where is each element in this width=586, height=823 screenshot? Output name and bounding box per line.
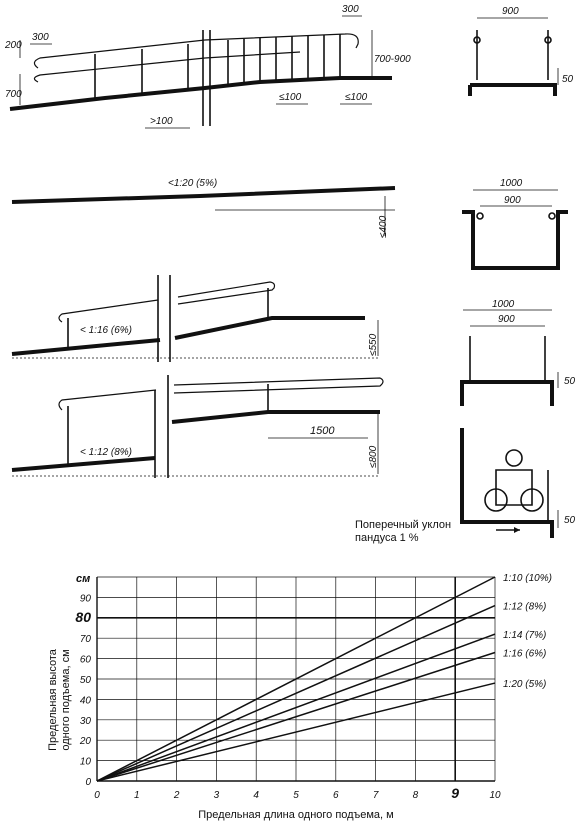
slope-8pct-label: < 1:12 (8%) (80, 447, 132, 458)
x-tick-label-9: 9 (451, 785, 460, 801)
y-tick-label-70: 70 (79, 634, 91, 646)
y-tick-label-0: 0 (85, 777, 91, 788)
person-body (496, 470, 532, 505)
y-tick-label-50: 50 (79, 675, 91, 686)
x-axis-title: Предельная длина одного подъема, м (198, 809, 394, 821)
x-tick-label-7: 7 (372, 790, 379, 801)
y-tick-label-90: 90 (79, 593, 91, 605)
ramp-elevation-drawing (4, 4, 411, 128)
dim-700: 700 (5, 89, 22, 100)
x-tick-label-4: 4 (253, 790, 259, 801)
dim-700-900: 700-900 (374, 54, 411, 65)
y-axis-title-line2: одного подъема, см (60, 649, 72, 751)
landing-1500-label: 1500 (310, 425, 335, 437)
section-view-top (470, 6, 574, 96)
y-tick-label-40: 40 (79, 695, 91, 707)
cross-slope-caption-line2: пандуса 1 % (355, 532, 419, 544)
section-view-box (462, 178, 568, 268)
y-axis-unit: см (76, 573, 91, 585)
y-tick-label-20: 20 (79, 736, 91, 748)
dim-900-box: 900 (504, 195, 521, 206)
dim-le-100-b: ≤100 (345, 92, 368, 103)
chart-x-tick-labels (94, 785, 501, 801)
x-tick-label-8: 8 (412, 790, 419, 801)
ramp-6pct-drawing (12, 275, 380, 362)
dim-le-100-a: ≤100 (279, 92, 302, 103)
x-tick-label-3: 3 (213, 790, 220, 801)
rise-550-label: ≤550 (368, 333, 379, 356)
dim-300-right: 300 (342, 4, 359, 15)
series-label-2: 1:12 (8%) (503, 601, 547, 613)
chart-y-tick-labels (75, 593, 91, 788)
x-tick-label-6: 6 (333, 790, 339, 801)
rise-800-label: ≤800 (368, 445, 379, 468)
dim-900-open: 900 (498, 314, 515, 325)
dim-200: 200 (5, 40, 22, 51)
slope-6pct-label: < 1:16 (6%) (80, 325, 132, 336)
x-tick-label-5: 5 (293, 790, 299, 801)
y-tick-label-10: 10 (79, 756, 91, 768)
wheelchair-section (355, 428, 576, 544)
dim-300-left: 300 (32, 32, 49, 43)
y-tick-label-80: 80 (75, 608, 91, 625)
dim-50-wheelchair: 50 (564, 515, 576, 526)
cross-slope-caption-line1: Поперечный уклон (355, 519, 452, 531)
x-tick-label-0: 0 (94, 790, 100, 801)
slope-5pct-label: <1:20 (5%) (168, 178, 218, 189)
chart-series-labels (503, 573, 552, 690)
person-head (506, 450, 522, 466)
gentle-ramp-drawing (12, 178, 395, 238)
dim-1000-box: 1000 (500, 178, 523, 189)
x-tick-label-2: 2 (173, 790, 180, 801)
series-label-4: 1:16 (6%) (503, 648, 547, 660)
dim-gt-100: >100 (150, 116, 173, 127)
section-view-open (462, 299, 576, 406)
rise-400-label: ≤400 (378, 215, 389, 238)
ramp-surface (10, 78, 392, 109)
dim-50-open: 50 (564, 376, 576, 387)
series-label-1: 1:10 (10%) (503, 573, 552, 584)
dim-900-top: 900 (502, 6, 519, 17)
series-label-3: 1:14 (7%) (503, 630, 547, 642)
ramp-8pct-drawing (12, 375, 383, 478)
dim-1000-open: 1000 (492, 299, 515, 310)
dim-50-top: 50 (562, 74, 574, 85)
y-tick-label-30: 30 (79, 715, 91, 727)
y-axis-title-line1: Предельная высота (47, 649, 59, 751)
series-label-5: 1:20 (5%) (503, 679, 547, 691)
x-tick-label-10: 10 (489, 790, 501, 801)
x-tick-label-1: 1 (134, 790, 140, 801)
ramp-height-length-chart (47, 573, 552, 821)
y-tick-label-60: 60 (79, 654, 91, 666)
